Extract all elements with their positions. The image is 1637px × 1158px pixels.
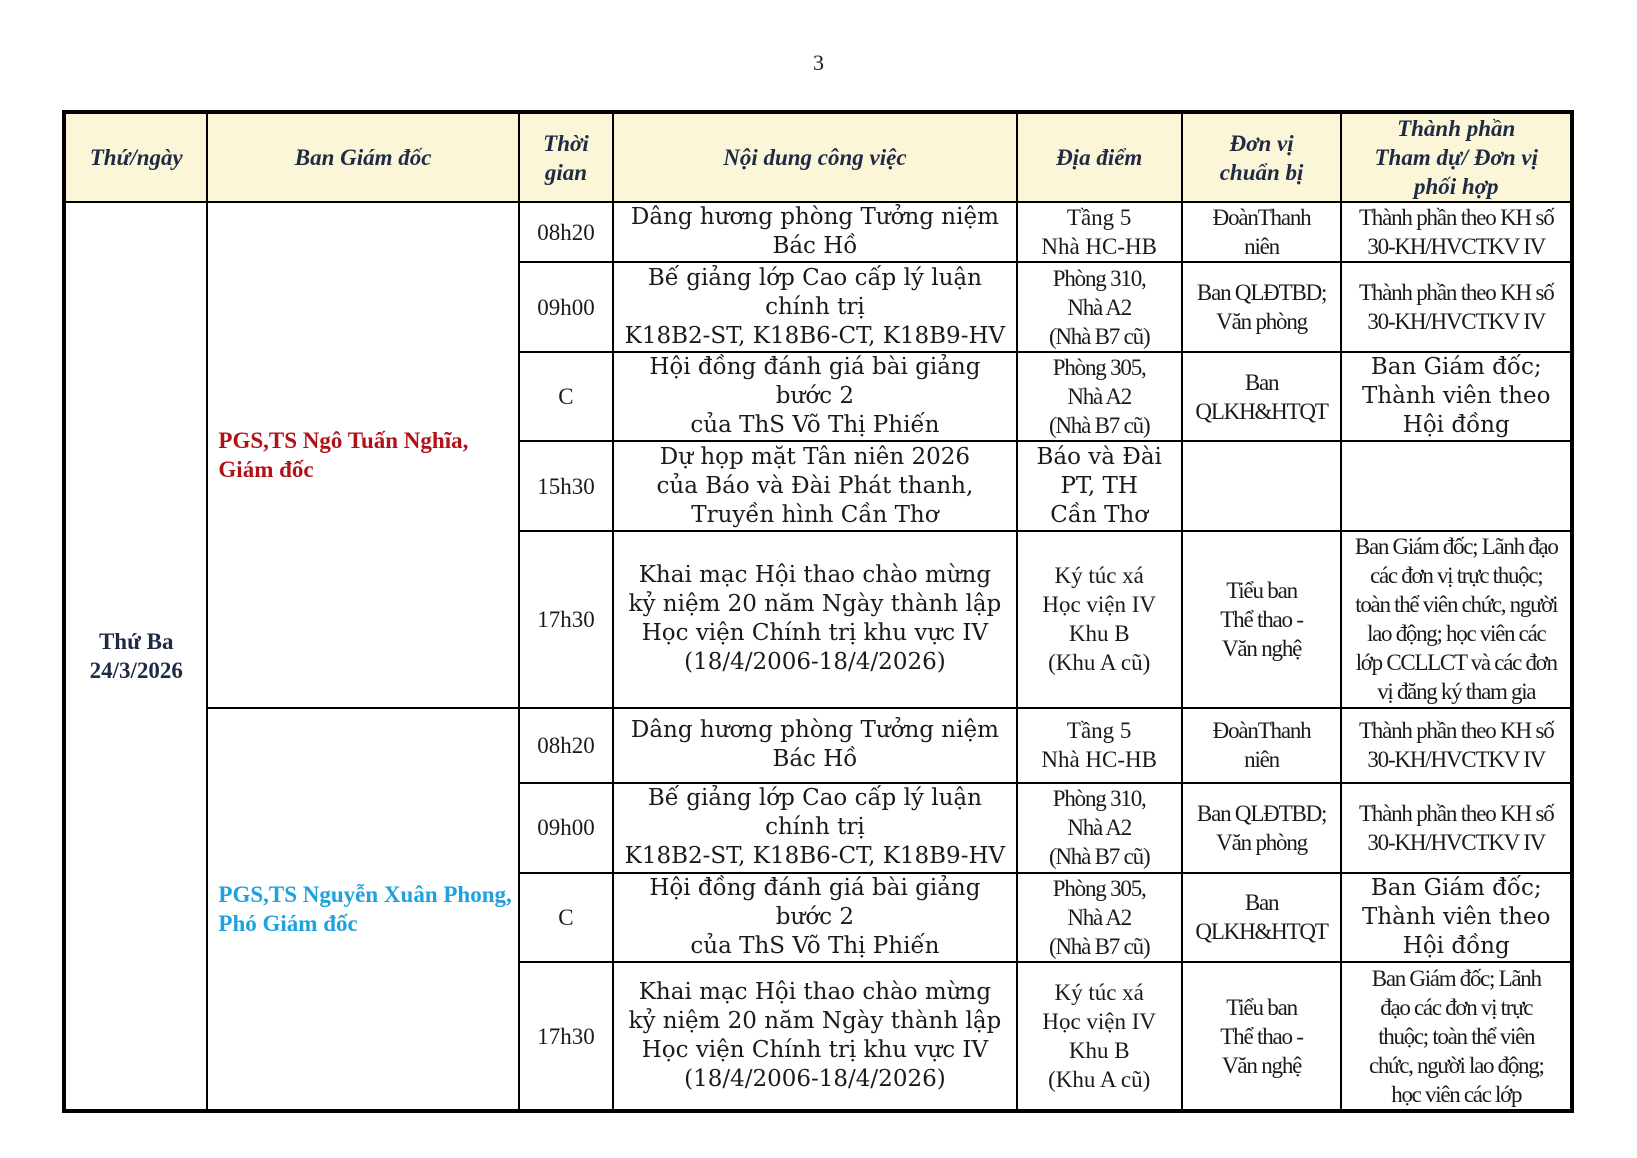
location-line: Khu B (1068, 1038, 1130, 1064)
location-cell (1017, 262, 1182, 351)
table-row (64, 202, 1572, 262)
time-cell: C (519, 352, 613, 441)
content-line: kỷ niệm 20 năm Ngày thành lập (628, 1008, 1002, 1035)
participants-cell (1341, 202, 1572, 262)
location-cell (1017, 962, 1182, 1111)
prep-line: ĐoànThanh (1212, 718, 1311, 744)
content-cell (613, 441, 1017, 530)
time-cell: 17h30 (519, 962, 613, 1111)
content-cell (613, 531, 1017, 708)
participants-line: Thành phần theo KH số (1358, 205, 1554, 231)
location-line: Cần Thơ (1050, 501, 1149, 528)
header-participants-line: Tham dự/ Đơn vị (1374, 145, 1538, 170)
day-date: 24/3/2026 (89, 658, 183, 683)
location-line: Phòng 305, (1052, 875, 1146, 901)
content-line: K18B2-ST, K18B6-CT, K18B9-HV (624, 322, 1006, 349)
time-cell: 08h20 (519, 708, 613, 783)
location-line: Ký túc xá (1054, 563, 1144, 589)
time-cell: 09h00 (519, 783, 613, 872)
content-line: Bế giảng lớp Cao cấp lý luận chính trị (647, 264, 982, 320)
prep-line: QLKH&HTQT (1195, 919, 1328, 945)
content-cell (613, 873, 1017, 962)
header-prep-unit (1182, 112, 1342, 202)
participants-cell (1341, 441, 1572, 530)
prep-line: Ban (1244, 369, 1279, 395)
location-line: Nhà A2 (1067, 294, 1132, 320)
day-cell (64, 202, 207, 1111)
header-time-line: Thời (543, 130, 589, 156)
content-cell (613, 262, 1017, 351)
content-line: (18/4/2006-18/4/2026) (684, 1066, 946, 1093)
location-cell (1017, 352, 1182, 441)
content-line: Bế giảng lớp Cao cấp lý luận chính trị (647, 785, 982, 841)
content-line: của ThS Võ Thị Phiến (690, 932, 940, 959)
header-time-line: gian (544, 159, 588, 185)
time-cell: C (519, 873, 613, 962)
participants-line: Hội đồng (1402, 412, 1510, 439)
header-location: Địa điểm (1017, 112, 1182, 202)
content-line: Học viện Chính trị khu vực IV (641, 620, 989, 647)
location-cell (1017, 708, 1182, 783)
content-line: Hội đồng đánh giá bài giảng bước 2 (649, 354, 981, 410)
content-line: của ThS Võ Thị Phiến (690, 412, 940, 439)
header-time (519, 112, 613, 202)
prep-line: niên (1244, 234, 1279, 260)
participants-line: lớp CCLLCT và các đơn (1355, 650, 1557, 676)
location-line: Nhà A2 (1067, 904, 1132, 930)
location-line: Nhà A2 (1067, 384, 1132, 410)
header-participants-line: phối hợp (1413, 174, 1499, 199)
time-cell: 09h00 (519, 262, 613, 351)
prep-line: Ban QLĐTBD; (1196, 800, 1327, 826)
participants-cell (1341, 962, 1572, 1111)
location-line: (Nhà B7 cũ) (1048, 413, 1150, 439)
prep-cell (1182, 352, 1342, 441)
prep-line: ĐoànThanh (1212, 205, 1311, 231)
participants-line: 30-KH/HVCTKV IV (1367, 747, 1546, 773)
prep-line: Văn phòng (1216, 829, 1307, 855)
content-cell (613, 708, 1017, 783)
location-line: Nhà HC-HB (1041, 234, 1157, 260)
participants-line: Ban Giám đốc; (1370, 354, 1542, 381)
participants-line: 30-KH/HVCTKV IV (1367, 829, 1546, 855)
location-line: Phòng 310, (1052, 265, 1146, 291)
leader-title: Phó Giám đốc (218, 910, 358, 936)
participants-cell (1341, 708, 1572, 783)
participants-line: học viên các lớp (1391, 1081, 1522, 1107)
leader-name: PGS,TS Nguyễn Xuân Phong, (218, 881, 512, 907)
participants-line: vị đăng ký tham gia (1377, 679, 1536, 705)
participants-line: Thành phần theo KH số (1358, 280, 1554, 306)
participants-line: Ban Giám đốc; (1370, 874, 1542, 901)
location-line: (Khu A cũ) (1048, 650, 1151, 676)
header-day: Thứ/ngày (64, 112, 207, 202)
prep-cell (1182, 262, 1342, 351)
content-line: kỷ niệm 20 năm Ngày thành lập (628, 591, 1002, 618)
content-line: Truyền hình Cần Thơ (691, 501, 939, 528)
content-line: của Báo và Đài Phát thanh, (656, 472, 974, 499)
participants-cell (1341, 873, 1572, 962)
header-prep-line: chuẩn bị (1219, 159, 1304, 185)
participants-line: Thành viên theo (1362, 903, 1551, 930)
prep-cell (1182, 531, 1342, 708)
header-row (64, 112, 1572, 202)
schedule-table (62, 110, 1574, 1113)
participants-line: các đơn vị trực thuộc; (1370, 563, 1543, 589)
prep-line: Văn nghệ (1221, 1052, 1302, 1078)
page-number: 3 (813, 50, 824, 75)
location-line: Phòng 310, (1052, 786, 1146, 812)
content-line: Khai mạc Hội thao chào mừng (638, 562, 992, 589)
participants-line: Ban Giám đốc; Lãnh (1371, 965, 1541, 991)
location-cell (1017, 202, 1182, 262)
location-line: (Nhà B7 cũ) (1048, 933, 1150, 959)
participants-line: toàn thể viên chức, người (1355, 592, 1558, 618)
participants-line: Thành viên theo (1362, 383, 1551, 410)
participants-line: chức, người lao động; (1368, 1052, 1544, 1078)
location-line: Báo và Đài (1036, 443, 1162, 470)
participants-line: đạo các đơn vị trực (1380, 994, 1533, 1020)
location-line: Phòng 305, (1052, 355, 1146, 381)
content-line: (18/4/2006-18/4/2026) (684, 649, 946, 676)
participants-cell (1341, 262, 1572, 351)
header-prep-line: Đơn vị (1229, 130, 1294, 156)
content-line: Hội đồng đánh giá bài giảng bước 2 (649, 874, 981, 930)
participants-line: lao động; học viên các (1367, 621, 1546, 647)
participants-cell (1341, 531, 1572, 708)
content-cell (613, 202, 1017, 262)
participants-cell (1341, 783, 1572, 872)
participants-cell (1341, 352, 1572, 441)
prep-line: Văn phòng (1216, 309, 1307, 335)
prep-line: Ban QLĐTBD; (1196, 280, 1327, 306)
location-line: Tầng 5 (1066, 718, 1132, 744)
location-line: Học viện IV (1042, 592, 1157, 618)
day-name: Thứ Ba (98, 629, 174, 654)
location-line: Tầng 5 (1066, 205, 1132, 231)
time-cell: 17h30 (519, 531, 613, 708)
content-cell (613, 783, 1017, 872)
leader-cell (207, 708, 518, 1111)
content-line: Dâng hương phòng Tưởng niệm (630, 717, 999, 744)
leader-cell (207, 202, 518, 708)
header-participants-line: Thành phần (1397, 116, 1516, 141)
content-cell (613, 962, 1017, 1111)
content-line: Dự họp mặt Tân niên 2026 (659, 443, 971, 470)
prep-line: Thể thao - (1220, 606, 1303, 632)
leader-name: PGS,TS Ngô Tuấn Nghĩa, (218, 427, 469, 453)
location-cell (1017, 441, 1182, 530)
prep-line: Tiểu ban (1226, 577, 1297, 603)
participants-line: 30-KH/HVCTKV IV (1367, 234, 1546, 260)
location-line: (Khu A cũ) (1048, 1067, 1151, 1093)
location-cell (1017, 531, 1182, 708)
location-line: Nhà HC-HB (1041, 747, 1157, 773)
prep-cell (1182, 441, 1342, 530)
content-line: Khai mạc Hội thao chào mừng (638, 979, 992, 1006)
prep-line: Tiểu ban (1226, 994, 1297, 1020)
participants-line: Ban Giám đốc; Lãnh đạo (1354, 534, 1558, 560)
header-content: Nội dung công việc (613, 112, 1017, 202)
prep-line: QLKH&HTQT (1195, 398, 1328, 424)
prep-cell (1182, 708, 1342, 783)
participants-line: Thành phần theo KH số (1358, 718, 1554, 744)
prep-line: Thể thao - (1220, 1023, 1303, 1049)
participants-line: Hội đồng (1402, 932, 1510, 959)
leader-title: Giám đốc (218, 456, 314, 482)
header-board: Ban Giám đốc (207, 112, 518, 202)
location-line: Khu B (1068, 621, 1130, 647)
location-line: PT, TH (1060, 472, 1138, 499)
content-line: Bác Hồ (772, 746, 858, 773)
content-line: Học viện Chính trị khu vực IV (641, 1037, 989, 1064)
prep-line: Văn nghệ (1221, 635, 1302, 661)
prep-cell (1182, 202, 1342, 262)
location-line: (Nhà B7 cũ) (1048, 844, 1150, 870)
content-cell (613, 352, 1017, 441)
location-line: Học viện IV (1042, 1009, 1157, 1035)
location-line: (Nhà B7 cũ) (1048, 323, 1150, 349)
header-participants (1341, 112, 1572, 202)
participants-line: thuộc; toàn thể viên (1378, 1023, 1535, 1049)
participants-line: Thành phần theo KH số (1358, 800, 1554, 826)
content-line: K18B2-ST, K18B6-CT, K18B9-HV (624, 843, 1006, 870)
table-row (64, 708, 1572, 783)
prep-cell (1182, 873, 1342, 962)
content-line: Dâng hương phòng Tưởng niệm (630, 204, 999, 231)
location-cell (1017, 873, 1182, 962)
time-cell: 15h30 (519, 441, 613, 530)
location-line: Nhà A2 (1067, 815, 1132, 841)
prep-line: Ban (1244, 890, 1279, 916)
prep-cell (1182, 783, 1342, 872)
prep-line: niên (1244, 747, 1279, 773)
participants-line: 30-KH/HVCTKV IV (1367, 309, 1546, 335)
location-cell (1017, 783, 1182, 872)
prep-cell (1182, 962, 1342, 1111)
location-line: Ký túc xá (1054, 980, 1144, 1006)
content-line: Bác Hồ (772, 233, 858, 260)
time-cell: 08h20 (519, 202, 613, 262)
